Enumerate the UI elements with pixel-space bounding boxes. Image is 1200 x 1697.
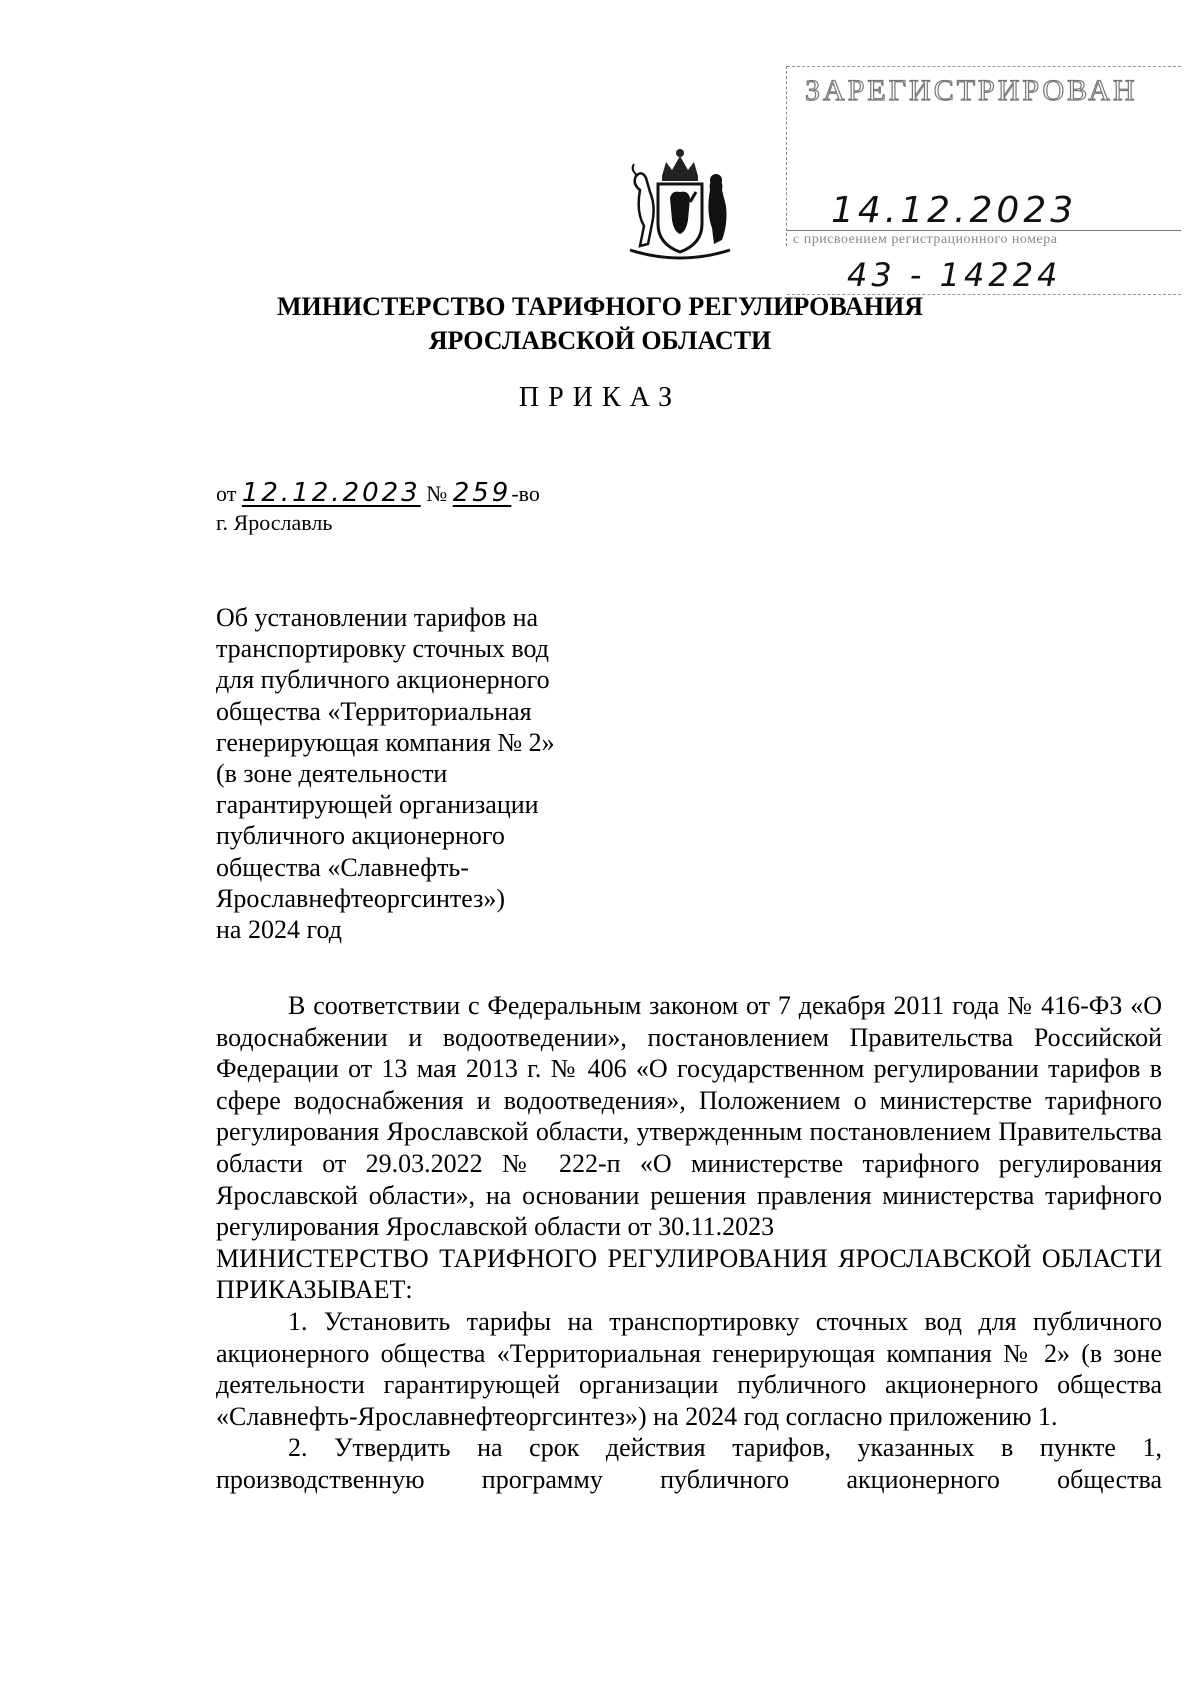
stamp-title: ЗАРЕГИСТРИРОВАН — [805, 74, 1138, 107]
subject-line: общества «Территориальная — [216, 696, 532, 726]
subject-line: публичного акционерного — [216, 821, 505, 851]
document-type-heading: ПРИКАЗ — [518, 382, 682, 413]
order-date: 12.12.2023 — [241, 478, 421, 508]
subject-line: для публичного акционерного — [216, 665, 550, 695]
order-place: г. Ярославль — [216, 510, 333, 535]
subject-line: генерирующая компания № 2» — [216, 727, 555, 757]
stamp-registration-number: 43 - 14224 — [847, 256, 1062, 294]
order-date-number-line — [216, 478, 540, 508]
order-number-label: № — [426, 481, 448, 506]
organization-name-line2: ЯРОСЛАВСКОЙ ОБЛАСТИ — [428, 326, 772, 355]
decree-statement: МИНИСТЕРСТВО ТАРИФНОГО РЕГУЛИРОВАНИЯ ЯРОСЛАВСКОЙ ОБЛАСТИ ПРИКАЗЫВАЕТ: — [216, 1243, 1162, 1305]
order-subject — [216, 602, 555, 945]
organization-name-line1: МИНИСТЕРСТВО ТАРИФНОГО РЕГУЛИРОВАНИЯ — [276, 292, 924, 321]
order-body — [216, 990, 1162, 1496]
preamble-paragraph: В соответствии с Федеральным законом от 7 декабря 2011 года № 416-ФЗ «О водоснабжении и водоотведении», постановлением Правительства Российской Федерации от 13 мая 2013 г. № 406 «О государственном регулировании тарифов в сфере водоснабжения и водоотведения», Положением о министерстве тарифного регулирования Ярославской области, утвержденным постановлением Правительства области от 29.03.2022 № 222-п «О министерстве тарифного регулирования Ярославской области», на основании решения правления министерства тарифного регулирования Ярославской области от 30.11.2023 — [216, 991, 1162, 1242]
stamp-divider — [787, 230, 1181, 231]
stamp-registration-date: 14.12.2023 — [831, 190, 1078, 231]
stamp-border — [787, 66, 1181, 67]
clause-2-line2: производственную программу публичного акционерного общества — [216, 1464, 1162, 1494]
order-number-suffix: -во — [511, 481, 540, 506]
subject-line: общества «Славнефть- — [216, 852, 469, 882]
registration-stamp — [786, 66, 1181, 294]
subject-line: на 2024 год — [216, 915, 342, 945]
coat-of-arms-emblem — [610, 140, 750, 262]
clause-2-line1: 2. Утвердить на срок действия тарифов, указанных в пункте 1, — [288, 1433, 1162, 1463]
subject-line: (в зоне деятельности — [216, 759, 448, 789]
subject-line: Об установлении тарифов на — [216, 603, 539, 632]
subject-line: гарантирующей организации — [216, 790, 539, 820]
order-number: 259 — [452, 478, 512, 508]
order-from-label: от — [216, 481, 237, 506]
subject-line: транспортировку сточных вод — [216, 634, 549, 664]
subject-line: Ярославнефтеоргсинтез») — [216, 883, 506, 913]
clause-1: 1. Установить тарифы на транспортировку сточных вод для публичного акционерного общества «Территориальная генерирующая компания № 2» (в зоне деятельности гарантирующей организации публичного акционерного общества «Славнефть-Ярославнефтеоргсинтез») на 2024 год согласно приложению 1. — [216, 1306, 1162, 1431]
stamp-subtitle: с присвоением регистрационного номера — [793, 232, 1058, 247]
